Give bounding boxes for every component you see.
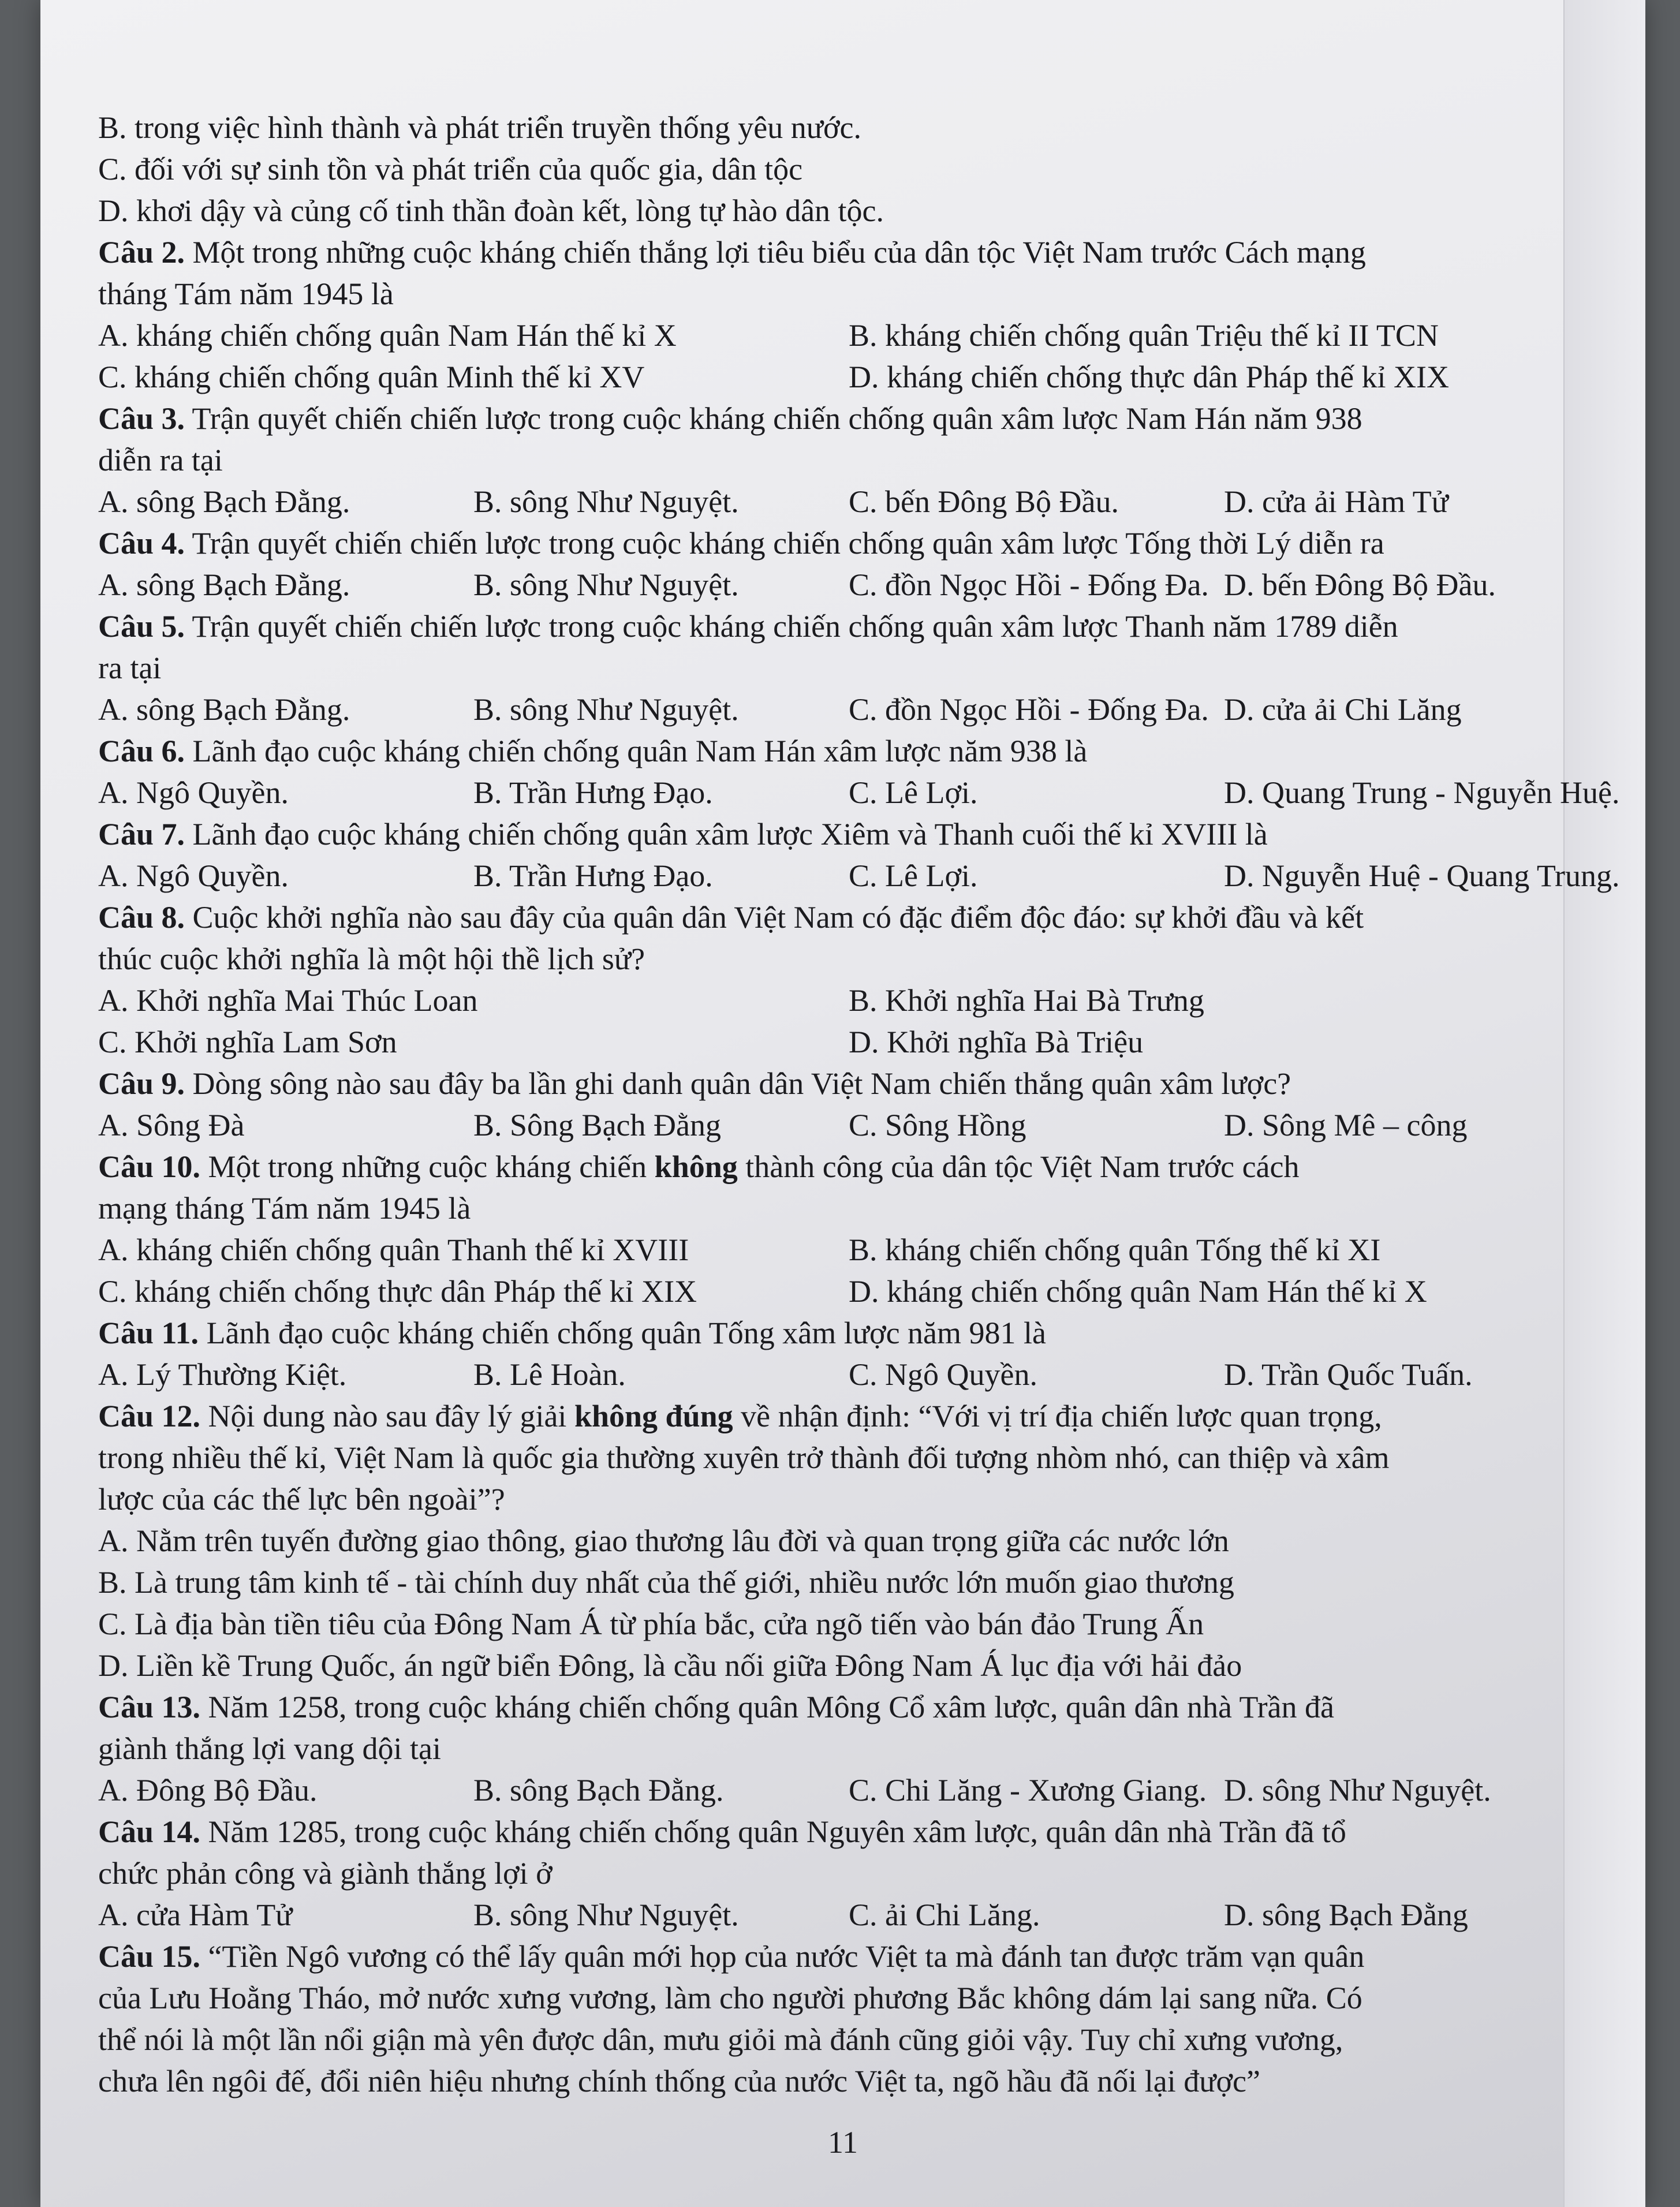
question-11: Câu 11. Lãnh đạo cuộc kháng chiến chống quân Tống xâm lược năm 981 là [98,1316,1046,1350]
option-line: B. trong việc hình thành và phát triển truyền thống yêu nước. [98,110,862,145]
question-14-cont: chức phản công và giành thắng lợi ở [98,1856,552,1891]
question-2-options-row2 [98,356,1599,398]
question-8-options-row2 [98,1021,1599,1063]
option-a: A. Lý Thường Kiệt. [98,1357,347,1392]
document-content [98,107,1620,2102]
option-d: D. sông Bạch Đằng [1224,1898,1468,1932]
option-d: D. sông Như Nguyệt. [1224,1773,1491,1808]
question-12: Câu 12. Nội dung nào sau đây lý giải không đúng về nhận định: “Với vị trí địa chiến lược quan trọng, [98,1399,1382,1433]
option-d: D. kháng chiến chống quân Nam Hán thế kỉ X [849,1274,1427,1309]
option-c: C. Ngô Quyền. [849,1357,1037,1392]
option-b: B. kháng chiến chống quân Triệu thế kỉ II TCN [849,318,1439,353]
option-b: B. sông Như Nguyệt. [473,1898,739,1932]
option-b: B. sông Như Nguyệt. [473,484,739,519]
option-a: A. cửa Hàm Tử [98,1898,293,1932]
question-8-options-row1 [98,980,1599,1021]
option-a: A. sông Bạch Đằng. [98,692,350,727]
question-4: Câu 4. Trận quyết chiến chiến lược trong cuộc kháng chiến chống quân xâm lược Tống thời Lý diễn ra [98,526,1384,561]
question-4-options [98,564,1599,606]
question-15: Câu 15. “Tiền Ngô vương có thể lấy quân mới họp của nước Việt ta mà đánh tan được trăm vạn quân [98,1939,1365,1974]
option-b: B. sông Như Nguyệt. [473,567,739,602]
question-13-cont: giành thắng lợi vang dội tại [98,1731,441,1766]
option-a: A. sông Bạch Đằng. [98,484,350,519]
option-d: D. cửa ải Hàm Tử [1224,484,1448,519]
question-14: Câu 14. Năm 1285, trong cuộc kháng chiến chống quân Nguyên xâm lược, quân dân nhà Trần đã tổ [98,1814,1346,1849]
option-b: B. Khởi nghĩa Hai Bà Trưng [849,983,1204,1018]
question-3-cont: diễn ra tại [98,443,223,477]
option-c: C. bến Đông Bộ Đầu. [849,484,1119,519]
question-7-options [98,855,1620,897]
question-10-cont: mạng tháng Tám năm 1945 là [98,1191,471,1226]
option-a: A. Ngô Quyền. [98,858,289,893]
option-a: A. kháng chiến chống quân Nam Hán thế kỉ X [98,318,677,353]
option-c: C. Lê Lợi. [849,775,978,810]
option-d: D. bến Đông Bộ Đầu. [1224,567,1496,602]
option-line: D. khơi dậy và củng cố tinh thần đoàn kết, lòng tự hào dân tộc. [98,193,884,228]
paper-sheet [40,0,1645,2207]
option-b: B. Sông Bạch Đằng [473,1108,721,1142]
option-c: C. Khởi nghĩa Lam Sơn [98,1025,397,1059]
page-number: 11 [828,2125,858,2160]
question-7: Câu 7. Lãnh đạo cuộc kháng chiến chống quân xâm lược Xiêm và Thanh cuối thế kỉ XVIII là [98,817,1268,852]
option-a: A. Ngô Quyền. [98,775,289,810]
option-a: A. Đông Bộ Đầu. [98,1773,318,1808]
option-b: B. sông Bạch Đằng. [473,1773,724,1808]
question-6: Câu 6. Lãnh đạo cuộc kháng chiến chống quân Nam Hán xâm lược năm 938 là [98,734,1088,768]
question-11-options [98,1354,1599,1395]
option-c: C. Sông Hồng [849,1108,1026,1142]
question-2: Câu 2. Một trong những cuộc kháng chiến thắng lợi tiêu biểu của dân tộc Việt Nam trước Cách mạng [98,235,1366,270]
question-8: Câu 8. Cuộc khởi nghĩa nào sau đây của quân dân Việt Nam có đặc điểm độc đáo: sự khởi đầu và kết [98,900,1364,935]
option-b: B. Là trung tâm kinh tế - tài chính duy nhất của thế giới, nhiều nước lớn muốn giao thương [98,1565,1234,1600]
question-5-cont: ra tại [98,651,162,685]
question-5-options [98,689,1599,730]
question-15-cont: thể nói là một lần nổi giận mà yên được dân, mưu giỏi mà đánh cũng giỏi vậy. Tuy chỉ xưng vương, [98,2022,1343,2057]
option-a: A. Nằm trên tuyến đường giao thông, giao thương lâu đời và quan trọng giữa các nước lớn [98,1523,1229,1558]
option-a: A. Khởi nghĩa Mai Thúc Loan [98,983,478,1018]
question-10: Câu 10. Một trong những cuộc kháng chiến không thành công của dân tộc Việt Nam trước cách [98,1149,1300,1184]
question-10-options-row2 [98,1271,1599,1312]
option-c: C. Lê Lợi. [849,858,978,893]
option-b: B. Lê Hoàn. [473,1357,626,1392]
question-12-cont: trong nhiều thế kỉ, Việt Nam là quốc gia thường xuyên trở thành đối tượng nhòm nhó, can thiệp và xâm [98,1440,1390,1475]
option-d: D. cửa ải Chi Lăng [1224,692,1462,727]
option-d: D. Trần Quốc Tuấn. [1224,1357,1473,1392]
option-b: B. kháng chiến chống quân Tống thế kỉ XI [849,1233,1381,1267]
question-13-options [98,1769,1599,1811]
option-c: C. ải Chi Lăng. [849,1898,1040,1932]
option-d: D. Khởi nghĩa Bà Triệu [849,1025,1144,1059]
option-b: B. Trần Hưng Đạo. [473,775,713,810]
option-c: C. Chi Lăng - Xương Giang. [849,1773,1207,1808]
question-13: Câu 13. Năm 1258, trong cuộc kháng chiến chống quân Mông Cổ xâm lược, quân dân nhà Trần đã [98,1690,1334,1724]
option-c: C. đồn Ngọc Hồi - Đống Đa. [849,692,1209,727]
question-3: Câu 3. Trận quyết chiến chiến lược trong cuộc kháng chiến chống quân xâm lược Nam Hán năm 938 [98,401,1362,436]
option-d: D. Liền kề Trung Quốc, án ngữ biển Đông, là cầu nối giữa Đông Nam Á lục địa với hải đảo [98,1648,1242,1683]
option-b: B. sông Như Nguyệt. [473,692,739,727]
option-c: C. kháng chiến chống quân Minh thế kỉ XV [98,360,645,394]
option-d: D. Nguyễn Huệ - Quang Trung. [1224,858,1620,893]
question-10-options-row1 [98,1229,1599,1271]
question-15-cont: của Lưu Hoằng Tháo, mở nước xưng vương, làm cho người phương Bắc không dám lại sang nữa. Có [98,1981,1362,2015]
option-d: D. Sông Mê – công [1224,1108,1468,1142]
option-a: A. kháng chiến chống quân Thanh thế kỉ XVIII [98,1233,689,1267]
question-9-options [98,1104,1599,1146]
question-15-cont: chưa lên ngôi đế, đổi niên hiệu nhưng chính thống của nước Việt ta, ngõ hầu đã nối lại được” [98,2064,1260,2098]
question-9: Câu 9. Dòng sông nào sau đây ba lần ghi danh quân dân Việt Nam chiến thắng quân xâm lược? [98,1066,1291,1101]
option-a: A. sông Bạch Đằng. [98,567,350,602]
question-5: Câu 5. Trận quyết chiến chiến lược trong cuộc kháng chiến chống quân xâm lược Thanh năm 1789 diễn [98,609,1398,644]
option-b: B. Trần Hưng Đạo. [473,858,713,893]
question-8-cont: thúc cuộc khởi nghĩa là một hội thề lịch sử? [98,942,645,976]
question-14-options [98,1894,1599,1936]
option-c: C. Là địa bàn tiền tiêu của Đông Nam Á từ phía bắc, cửa ngõ tiến vào bán đảo Trung Ấn [98,1607,1204,1641]
option-d: D. Quang Trung - Nguyễn Huệ. [1224,775,1620,810]
option-c: C. đồn Ngọc Hồi - Đống Đa. [849,567,1209,602]
option-d: D. kháng chiến chống thực dân Pháp thế kỉ XIX [849,360,1450,394]
option-c: C. kháng chiến chống thực dân Pháp thế kỉ XIX [98,1274,697,1309]
question-6-options [98,772,1620,813]
question-2-options-row1 [98,315,1599,356]
question-12-cont: lược của các thế lực bên ngoài”? [98,1482,505,1517]
question-2-cont: tháng Tám năm 1945 là [98,277,394,311]
option-line: C. đối với sự sinh tồn và phát triển của quốc gia, dân tộc [98,152,803,186]
question-3-options [98,481,1599,522]
option-a: A. Sông Đà [98,1108,245,1142]
